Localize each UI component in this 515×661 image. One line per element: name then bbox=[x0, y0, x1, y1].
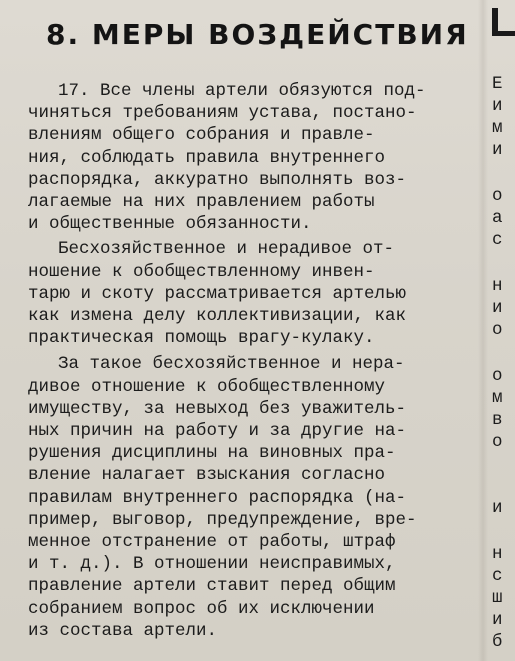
paragraph-line: рушения дисциплины на виновных пра- bbox=[28, 443, 396, 464]
paragraph-line: ния, соблюдать правила внутреннего bbox=[28, 147, 386, 168]
paragraph-line: из состава артели. bbox=[28, 620, 218, 641]
paragraph-line: чиняться требованиям устава, постано- bbox=[28, 103, 417, 124]
fragment-letter: а bbox=[492, 208, 503, 228]
fragment-letter: и bbox=[492, 96, 503, 116]
fragment-letter: н bbox=[492, 544, 503, 564]
paragraph-line: вление налагает взыскания согласно bbox=[28, 465, 386, 486]
fragment-letter: ш bbox=[492, 588, 503, 608]
paragraph-penalties bbox=[28, 353, 466, 642]
paragraph-line: Бесхозяйственное и нерадивое от- bbox=[58, 239, 395, 260]
fragment-letter: и bbox=[492, 610, 503, 630]
paragraph-line: распорядка, аккуратно выполнять воз- bbox=[28, 169, 407, 190]
paragraph-line: правилам внутреннего распорядка (на- bbox=[28, 487, 407, 508]
paragraph-line: лагаемые на них правлением работы bbox=[28, 192, 375, 213]
paragraph-line: как измена делу коллективизации, как bbox=[28, 306, 407, 327]
paragraph-line: собранием вопрос об их исключении bbox=[28, 598, 375, 619]
fragment-letter: и bbox=[492, 298, 503, 318]
paragraph-line: правление артели ставит перед общим bbox=[28, 576, 396, 597]
paragraph-line: практическая помощь врагу-кулаку. bbox=[28, 328, 375, 349]
paragraph-17 bbox=[28, 80, 466, 235]
column-gutter bbox=[478, 0, 488, 661]
paragraph-line: ношение к обобществленному инвен- bbox=[28, 261, 375, 282]
fragment-letter: Е bbox=[492, 74, 503, 94]
paragraph-line: За такое бесхозяйственное и нера- bbox=[58, 354, 405, 375]
paragraph-line: менное отстранение от работы, штраф bbox=[28, 532, 396, 553]
main-column bbox=[28, 18, 469, 658]
frame-corner bbox=[492, 8, 515, 36]
paragraph-negligence bbox=[28, 238, 466, 349]
paragraph-line: ных причин на работу и за другие на- bbox=[28, 421, 407, 442]
fragment-letter: и bbox=[492, 140, 503, 160]
fragment-letter: с bbox=[492, 230, 503, 250]
paragraph-line: пример, выговор, предупреждение, вре- bbox=[28, 509, 417, 530]
fragment-letter: м bbox=[492, 388, 503, 408]
fragment-letter: б bbox=[492, 632, 503, 652]
adjacent-column-fragment bbox=[490, 0, 515, 661]
fragment-letter: н bbox=[492, 276, 503, 296]
fragment-letter: о bbox=[492, 186, 503, 206]
section-heading: 8. МЕРЫ ВОЗДЕЙСТВИЯ bbox=[46, 18, 469, 51]
fragment-letter: м bbox=[492, 118, 503, 138]
fragment-letter: с bbox=[492, 566, 503, 586]
fragment-letter: и bbox=[492, 498, 503, 518]
paragraph-line: и общественные обязанности. bbox=[28, 214, 312, 235]
fragment-letter: в bbox=[492, 410, 503, 430]
fragment-letter: о bbox=[492, 366, 503, 386]
paragraph-line: 17. Все члены артели обязуются под- bbox=[58, 81, 426, 101]
paragraph-line: влениям общего собрания и правле- bbox=[28, 125, 375, 146]
paragraph-line: и т. д.). В отношении неисправимых, bbox=[28, 554, 396, 575]
fragment-letter: о bbox=[492, 432, 503, 452]
paragraph-line: тарю и скоту рассматривается артелью bbox=[28, 283, 407, 304]
paragraph-line: дивое отношение к обобществленному bbox=[28, 376, 386, 397]
fragment-letter: о bbox=[492, 320, 503, 340]
paragraph-line: имуществу, за невыход без уважитель- bbox=[28, 398, 407, 419]
